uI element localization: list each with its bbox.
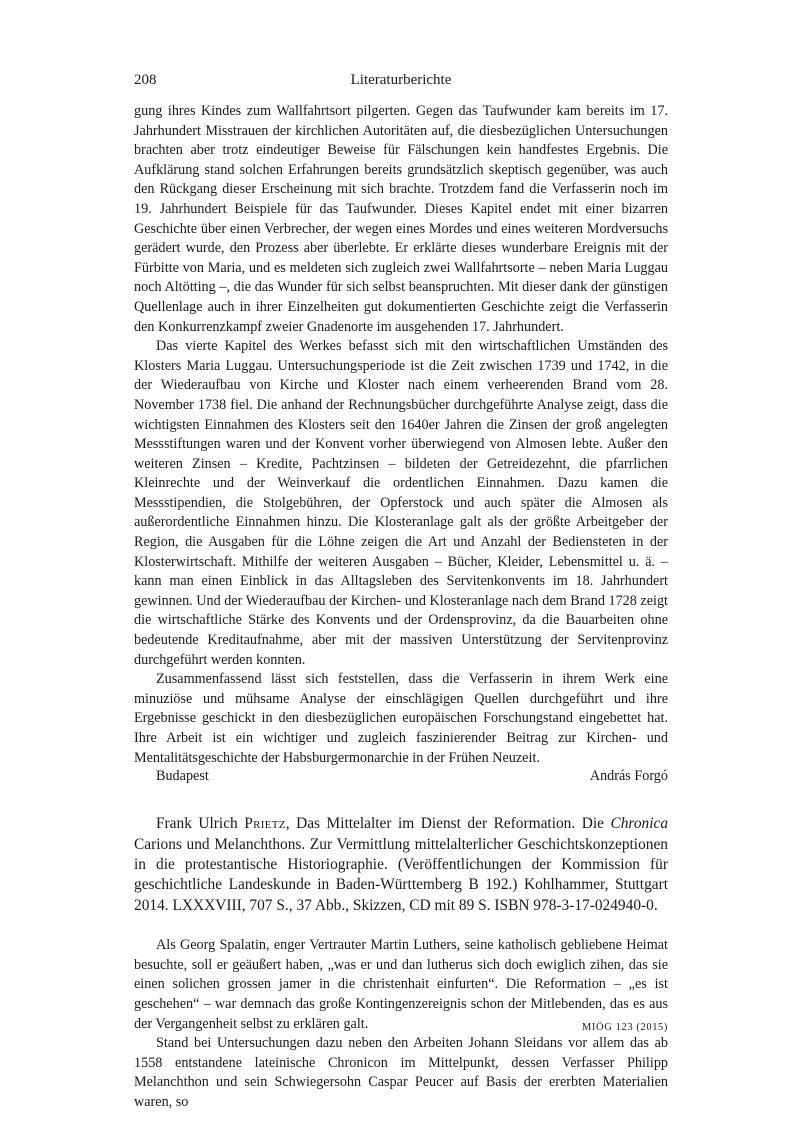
running-title: Literaturberichte xyxy=(350,72,452,88)
page-header xyxy=(134,60,668,88)
journal-footer: MIÖG 123 (2015) xyxy=(582,1022,668,1033)
review-signature xyxy=(134,768,668,788)
page-number: 208 xyxy=(134,72,157,88)
paragraph: Zusammenfassend lässt sich feststellen, dass die Verfasserin in ihrem Werk eine minuziöse und mühsame Analyse der einschlägigen Quellen durchgeführt und ihre Ergebnisse geschickt in den diesbezüglichen europäischen Forschungstand eingebettet hat. Ihre Arbeit ist ein wichtiger und zugleich faszinierender Beitrag zur Kirchen- und Mentalitätsgeschichte der Habsburgermonarchie in der Frühen Neuzeit. xyxy=(134,671,668,766)
paragraph: Das vierte Kapitel des Werkes befasst sich mit den wirtschaftlichen Umständen des Klosters Maria Luggau. Untersuchungsperiode ist die Zeit zwischen 1739 und 1742, in die der Wiederaufbau von Kirche und Kloster nach einem verheerenden Brand vom 28. November 1738 fiel. Die anhand der Rechnungsbücher durchgeführte Analyse zeigt, dass die wichtigsten Einnahmen des Klosters seit den 1640er Jahren die Zinsen der groß angelegten Messstiftungen waren und der Konvent vorher überwiegend von Almosen lebte. Außer den weiteren Zinsen – Kredite, Pachtzinsen – bildeten der Getreidezehnt, die pfarrlichen Kleinrechte und der Weinverkauf die ordentlichen Einnahmen. Dazu kamen die Messstipendien, die Stolgebühren, der Opferstock und auch später die Almosen als außerordentliche Einnahmen hinzu. Die Klosteranlage galt als der größte Arbeitgeber der Region, die Ausgaben für die Löhne zeigen die Art und Anzahl der Bediensteten in der Klosterwirtschaft. Mithilfe der weiteren Ausgaben – Bücher, Kleider, Lebensmittel u. ä. – kann man einen Einblick in das Alltagsleben des Servitenkonvents im 18. Jahrhundert gewinnen. Und der Wiederaufbau der Kirchen- und Klosteranlage nach dem Brand 1728 zeigt die wirtschaftliche Stärke des Konvents und der Ordensprovinz, da die Bauarbeiten ohne bedeutende Kreditaufnahme, aber mit der massiven Unterstützung der Servitenprovinz durchgeführt werden konnten. xyxy=(134,338,668,668)
citation-title-italic: Chronica xyxy=(610,815,669,833)
page xyxy=(134,60,668,1113)
paragraph: gung ihres Kindes zum Wallfahrtsort pilgerten. Gegen das Taufwunder kam bereits im 17. Jahrhundert Misstrauen der kirchlichen Autoritäten auf, die diesbezüglichen Untersuchungen brachten aber trotz eindeutiger Beweise für Fälschungen kein handfestes Ergebnis. Die Aufklärung stand solchen Erfahrungen bereits grundsätzlich skeptisch gegenüber, was auch den Rückgang dieser Erscheinung mit sich brachte. Trotzdem fand die Verfasserin noch im 19. Jahrhundert Beispiele für das Taufwunder. Dieses Kapitel endet mit einer bizarren Geschichte über einen Verbrecher, der wegen eines Mordes und eines weiteren Mordversuchs gerädert wurde, den Prozess aber überlebte. Er erklärte dieses wunderbare Ereignis mit der Fürbitte von Maria, und es meldeten sich zugleich zwei Wallfahrtsorte – neben Maria Luggau noch Altötting –, die das Wunder für sich selbst beanspruchten. Mit dieser dank der günstigen Quellenlage auch in ihrer Einzelheiten gut dokumentierten Geschichte zeigt die Verfasserin den Konkurrenzkampf zweier Gnadenorte im ausgehenden 17. Jahrhundert. xyxy=(134,103,668,335)
paragraph: Stand bei Untersuchungen dazu neben den Arbeiten Johann Sleidans vor allem das ab 1558 entstandene lateinische Chronicon im Mittelpunkt, dessen Verfasser Philipp Melanchthon und sein Schwiegersohn Caspar Peucer auf Basis der ererbten Materialien waren, so xyxy=(134,1035,668,1110)
citation-author-last: Prietz xyxy=(244,815,286,833)
citation-title-part1: , Das Mittelalter im Dienst der Reformation. Die xyxy=(285,815,611,833)
signature-place: Budapest xyxy=(156,768,209,785)
signature-author: András Forgó xyxy=(589,768,668,785)
citation-title-part2: Carions und Melanchthons. Zur Vermittlung mittelalterlicher Geschichtskonzeptionen in die protestantische Historiographie. (Veröffentlichungen der Kommission für geschichtliche Landeskunde in Baden-Württemberg B 192.) Kohlhammer, Stuttgart 2014. LXXXVIII, 707 S., 37 Abb., Skizzen, CD mit 89 S. ISBN 978-3-17-024940-0. xyxy=(134,835,668,914)
citation-author-first: Frank Ulrich xyxy=(156,815,245,833)
book-citation xyxy=(134,814,668,916)
paragraph: Als Georg Spalatin, enger Vertrauter Martin Luthers, seine katholisch gebliebene Heimat besuchte, soll er geäußert haben, „was er und dan lutherus sich doch ewiglich zihen, das sie einen solichen grossen jamer in die christenhait einfurten“. Die Reformation – „es ist geschehen“ – war demnach das große Kontingenzereignis schon der Mitlebenden, das es aus der Vergangenheit selbst zu erklären galt. xyxy=(134,937,668,1032)
previous-review-text xyxy=(134,102,668,768)
